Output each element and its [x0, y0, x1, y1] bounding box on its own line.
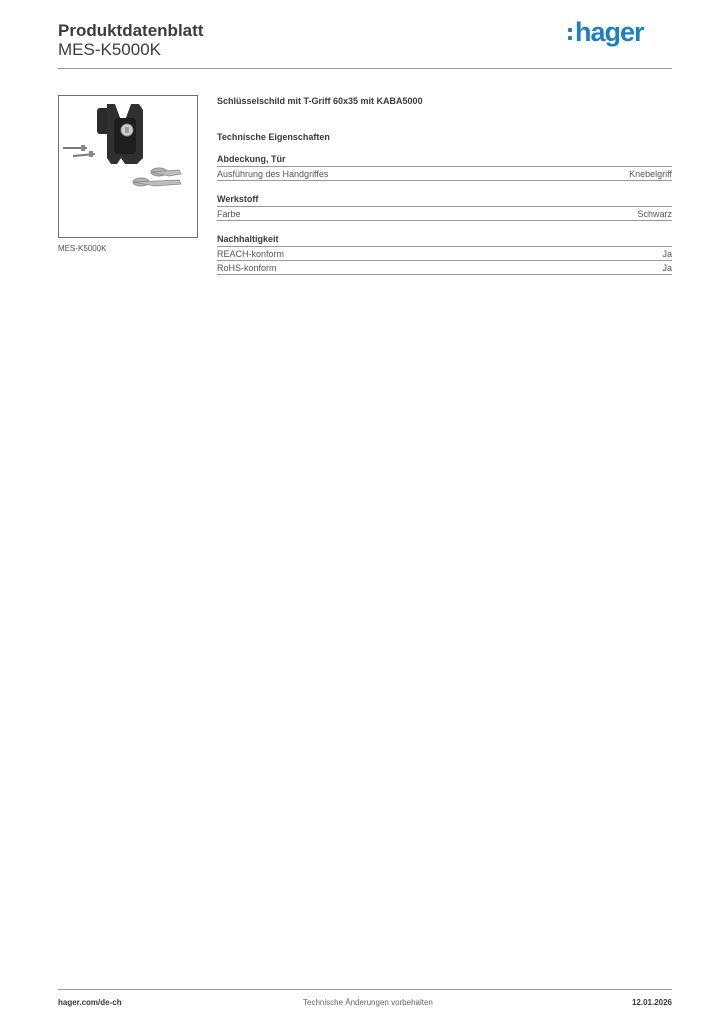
spec-row: [217, 247, 672, 261]
footer-divider: [58, 989, 672, 990]
logo-dots-icon: [568, 28, 572, 40]
page-title: Produktdatenblatt: [58, 21, 204, 40]
spec-value: Schwarz: [637, 209, 672, 219]
article-number: MES-K5000K: [58, 40, 161, 59]
header-divider: [58, 68, 672, 69]
t-handle-lock-icon: [59, 96, 197, 237]
spec-row: [217, 167, 672, 181]
footer-note: Technische Änderungen vorbehalten: [303, 998, 433, 1007]
section-heading: Technische Eigenschaften: [217, 132, 330, 142]
product-image: [58, 95, 198, 238]
spec-content: [217, 96, 672, 275]
spec-label: Farbe: [217, 209, 241, 219]
spec-row: [217, 207, 672, 221]
spec-row: [217, 261, 672, 275]
footer-website-link[interactable]: hager.com/de-ch: [58, 998, 122, 1007]
spec-value: Ja: [662, 263, 672, 273]
image-caption: MES-K5000K: [58, 244, 107, 253]
footer-date: 12.01.2026: [631, 998, 672, 1007]
logo-wordmark: hager: [575, 17, 644, 47]
spec-label: RoHS-konform: [217, 263, 277, 273]
spec-label: REACH-konform: [217, 249, 285, 259]
group-heading-material: Werkstoff: [217, 194, 672, 207]
group-heading-cover-door: Abdeckung, Tür: [217, 154, 672, 167]
spec-label: Ausführung des Handgriffes: [217, 169, 329, 179]
hager-logo: [568, 17, 644, 47]
spec-value: Knebelgriff: [629, 169, 672, 179]
group-heading-sustainability: Nachhaltigkeit: [217, 234, 672, 247]
product-title: Schlüsselschild mit T-Griff 60x35 mit KABA5000: [217, 96, 423, 106]
spec-value: Ja: [662, 249, 672, 259]
